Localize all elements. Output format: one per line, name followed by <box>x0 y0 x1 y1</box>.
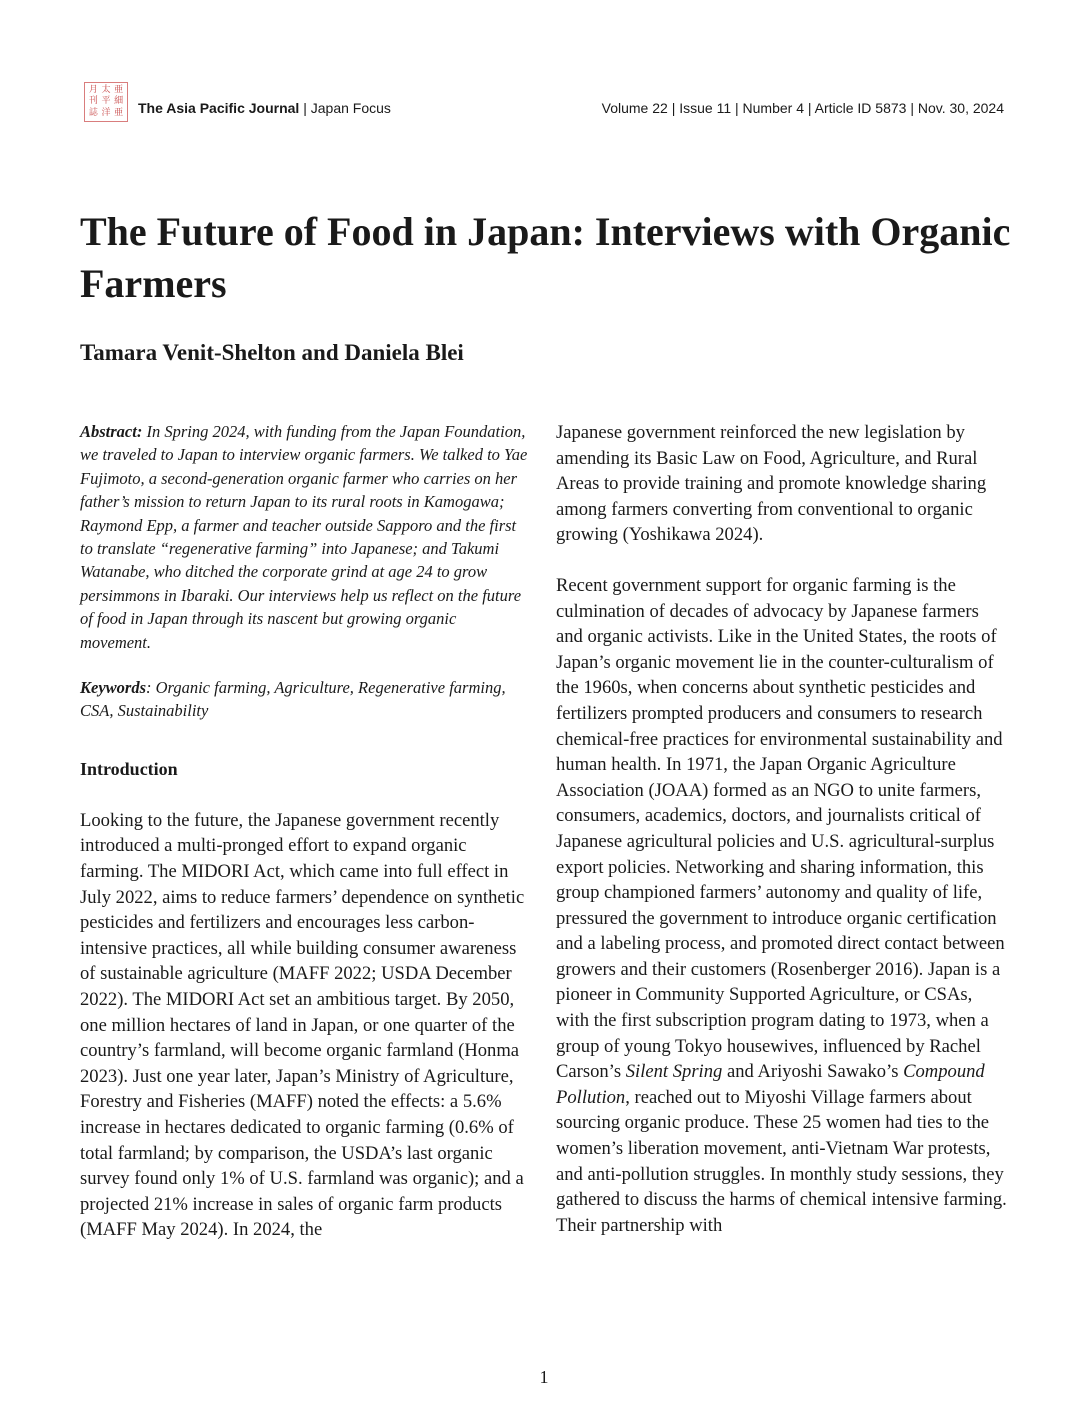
logo-char: 太 <box>101 85 111 95</box>
page-header <box>84 80 1004 128</box>
volume-info: Volume 22 | Issue 11 | Number 4 | Article ID 5873 | Nov. 30, 2024 <box>601 100 1004 116</box>
abstract <box>80 420 530 654</box>
right-column <box>556 420 1008 1238</box>
text-run: , reached out to Miyoshi Village farmers about sourcing organic produce. These 25 women had ties to the women’s liberation movement, anti-Vietnam War protests, and anti-pollution struggles. In monthly study sessions, they gathered to discuss the harms of chemical intensive farming. Their partnership with <box>556 1086 1007 1236</box>
logo-char: 細 <box>114 96 124 107</box>
article-title: The Future of Food in Japan: Interviews with Organic Farmers <box>80 209 1011 306</box>
journal-logo-seal <box>84 82 128 122</box>
logo-char: 月 <box>88 85 98 95</box>
left-column <box>80 420 530 1243</box>
journal-separator: | <box>299 100 311 116</box>
body-paragraph: Looking to the future, the Japanese government recently introduced a multi-pronged effort to expand organic farming. The MIDORI Act, which came into full effect in July 2022, aims to reduce farmers’ dependence on synthetic pesticides and fertilizers and encourages less carbon-intensive practices, all while building consumer awareness of sustainable agriculture (MAFF 2022; USDA December 2022). The MIDORI Act set an ambitious target. By 2050, one million hectares of land in Japan, or one quarter of the country’s farmland, will become organic farmland (Honma 2023). Just one year later, Japan’s Ministry of Agriculture, Forestry and Fisheries (MAFF) noted the effects: a 5.6% increase in hectares dedicated to organic farming (0.6% of total farmland; by comparison, the USDA’s last organic survey found only 1% of U.S. farmland was organic); and a projected 21% increase in sales of organic farm products (MAFF May 2024). In 2024, the <box>80 809 525 1241</box>
logo-char: 刊 <box>88 96 98 107</box>
section-heading-introduction: Introduction <box>80 758 178 779</box>
journal-name: The Asia Pacific Journal <box>138 100 300 116</box>
abstract-label: Abstract: <box>80 422 143 441</box>
logo-char: 誌 <box>88 107 98 118</box>
logo-char: 亜 <box>114 85 124 95</box>
logo-char: 洋 <box>101 107 111 118</box>
logo-char: 亜 <box>114 107 124 118</box>
body-paragraph <box>556 573 1008 1238</box>
book-title-silent-spring: Silent Spring <box>625 1061 723 1083</box>
abstract-text: In Spring 2024, with funding from the Japan Foundation, we traveled to Japan to interview organic farmers. We talked to Yae Fujimoto, a second-generation organic farmer who carries on her father’s mission to return Japan to its rural roots in Kamogawa; Raymond Epp, a farmer and teacher outside Sapporo and the first to translate “regenerative farming” into Japanese; and Takumi Watanabe, who ditched the corporate grind at age 24 to grow persimmons in Ibaraki. Our interviews help us reflect on the future of food in Japan through its nascent but growing organic movement. <box>80 422 528 652</box>
keywords <box>80 676 530 723</box>
journal-subtitle: Japan Focus <box>310 100 391 116</box>
page-number: 1 <box>539 1367 549 1387</box>
body-paragraph-continued: Japanese government reinforced the new legislation by amending its Basic Law on Food, Agriculture, and Rural Areas to provide training and promote knowledge sharing among farmers converting from conventional to organic growing (Yoshikawa 2024). <box>556 422 987 546</box>
logo-char: 平 <box>101 96 111 107</box>
book-title-compound-pollution: Compound Pollution <box>556 1061 985 1108</box>
article-authors: Tamara Venit-Shelton and Daniela Blei <box>80 340 464 365</box>
text-run: and Ariyoshi Sawako’s <box>722 1061 904 1083</box>
text-run: Recent government support for organic farming is the culmination of decades of advocacy by Japanese farmers and organic activists. Like in the United States, the roots of Japan’s organic movement lie in the counter-culturalism of the 1960s, when concerns about synthetic pesticides and fertilizers prompted producers and consumers to research chemical-free practices for environmental sustainability and human health. In 1971, the Japan Organic Agriculture Association (JOAA) formed as an NGO to unite farmers, consumers, academics, doctors, and journalists critical of Japanese agricultural policies and U.S. agricultural-surplus export policies. Networking and sharing information, this group championed farmers’ autonomy and quality of life, pressured the government to introduce organic certification and a labeling process, and promoted direct contact between growers and their customers (Rosenberger 2016). Japan is a pioneer in Community Supported Agriculture, or CSAs, with the first subscription program dating to 1973, when a group of young Tokyo housewives, influenced by Rachel Carson’s <box>556 574 1005 1083</box>
keywords-label: Keywords <box>80 678 146 698</box>
keywords-text: : Organic farming, Agriculture, Regenerative farming, CSA, Sustainability <box>80 678 506 721</box>
journal-title <box>138 100 391 116</box>
